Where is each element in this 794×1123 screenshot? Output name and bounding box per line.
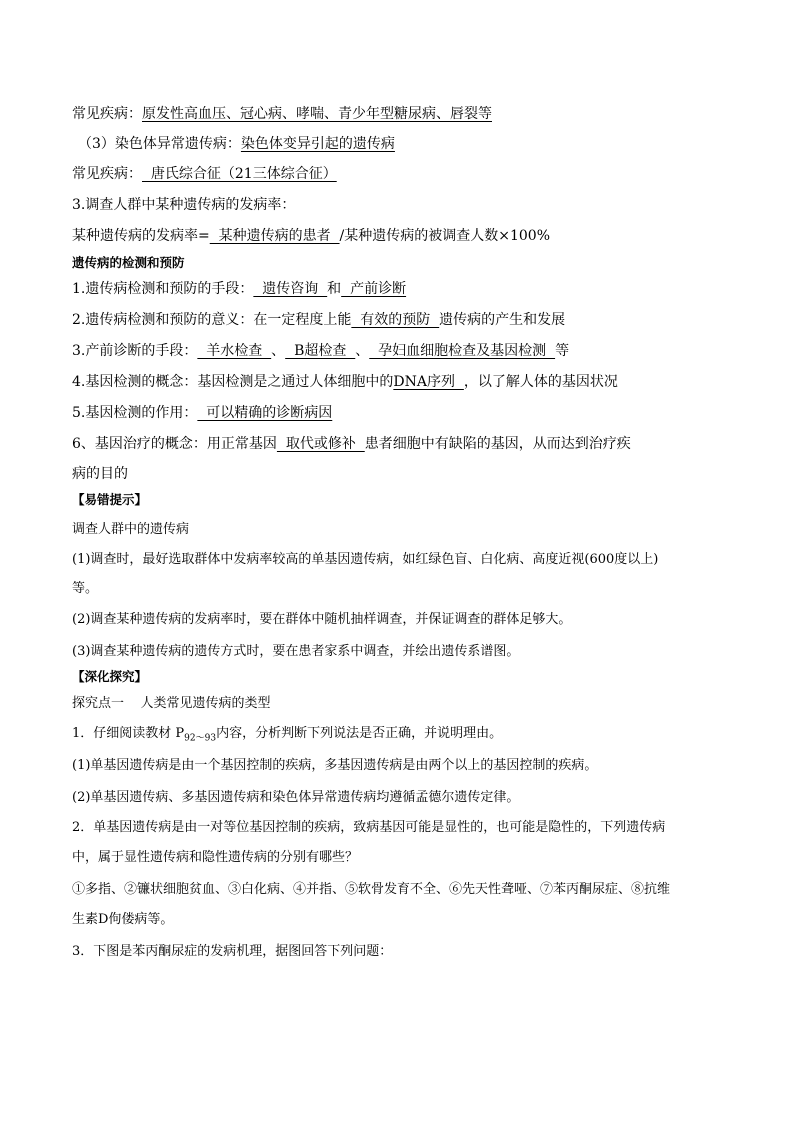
answer-blank: 取代或修补 xyxy=(276,436,365,452)
pitfall-item-3: (3)调查某种遗传病的遗传方式时，要在患者家系中调查，并绘出遗传系谱图。 xyxy=(72,644,520,659)
answer-blank: 可以精确的诊断病因 xyxy=(197,405,333,421)
pitfall-topic: 调查人群中的遗传病 xyxy=(72,522,190,537)
inquiry-point-1: 探究点一 人类常见遗传病的类型 xyxy=(72,696,271,711)
answer-blank: 产前诊断 xyxy=(341,281,407,297)
question-1-statement-1: (1)单基因遗传病是由一个基因控制的疾病，多基因遗传病是由两个以上的基因控制的疾病。 xyxy=(72,758,598,773)
answer-blank: 孕妇血细胞检查及基因检测 xyxy=(369,343,556,359)
pitfall-item-1-cont: 等。 xyxy=(72,581,99,596)
survey-incidence-heading: 3.调查人群中某种遗传病的发病率： xyxy=(72,197,296,213)
chromosome-disorder-line: （3）染色体异常遗传病：染色体变异引起的遗传病 xyxy=(78,136,395,152)
answer-blank: 原发性高血压、冠心病、哮喘、青少年型糖尿病、唇裂等 xyxy=(142,106,492,122)
section-title-deep-inquiry: 【深化探究】 xyxy=(72,669,148,684)
question-1-statement-2: (2)单基因遗传病、多基因遗传病和染色体异常遗传病均遵循孟德尔遗传定律。 xyxy=(72,790,520,805)
gene-therapy-concept-cont: 病的目的 xyxy=(72,466,128,482)
pitfall-item-2: (2)调查某种遗传病的发病率时，要在群体中随机抽样调查，并保证调查的群体足够大。 xyxy=(72,612,572,627)
gene-therapy-concept: 6、基因治疗的概念：用正常基因 取代或修补 患者细胞中有缺陷的基因，从而达到治疗疾 xyxy=(72,436,631,452)
prenatal-diagnosis-means: 3.产前诊断的手段： 羊水检查 、 B超检查 、 孕妇血细胞检查及基因检测 等 xyxy=(72,343,570,359)
gene-testing-function: 5.基因检测的作用： 可以精确的诊断病因 xyxy=(72,405,333,421)
common-diseases-chromosome: 常见疾病： 唐氏综合征（21三体综合征） xyxy=(72,166,337,182)
answer-blank: 染色体变异引起的遗传病 xyxy=(240,136,395,152)
gene-testing-concept: 4.基因检测的概念：基因检测是之通过人体细胞中的DNA序列 ，以了解人体的基因状况 xyxy=(72,374,618,390)
answer-blank: B超检查 xyxy=(285,343,356,359)
question-1: 1．仔细阅读教材 $P_{92\sim 93}$内容，分析判断下列说法是否正确，并说明理由。 xyxy=(72,726,503,744)
answer-blank: DNA序列 xyxy=(393,374,464,390)
question-2-disease-list-cont: 生素D佝偻病等。 xyxy=(72,912,174,927)
section-title-detection: 遗传病的检测和预防 xyxy=(72,255,185,270)
question-2: 2．单基因遗传病是由一对等位基因控制的疾病，致病基因可能是显性的，也可能是隐性的，下列遗传病 xyxy=(72,820,666,835)
question-3: 3．下图是苯丙酮尿症的发病机理，据图回答下列问题： xyxy=(72,944,393,959)
answer-blank: 遗传咨询 xyxy=(253,281,328,297)
pitfall-item-1: (1)调查时，最好选取群体中发病率较高的单基因遗传病，如红绿色盲、白化病、高度近视(600度以上) xyxy=(72,552,659,567)
answer-blank: 有效的预防 xyxy=(351,312,440,328)
incidence-formula: 某种遗传病的发病率= 某种遗传病的患者 /某种遗传病的被调查人数×100% xyxy=(72,228,551,244)
common-diseases-multigene: 常见疾病：原发性高血压、冠心病、哮喘、青少年型糖尿病、唇裂等 xyxy=(72,106,492,122)
question-2-disease-list: ①多指、②镰状细胞贫血、③白化病、④并指、⑤软骨发育不全、⑥先天性聋哑、⑦苯丙酮尿症、⑧抗维 xyxy=(72,882,671,897)
answer-blank: 某种遗传病的患者 xyxy=(209,228,340,244)
detection-significance: 2.遗传病检测和预防的意义：在一定程度上能 有效的预防 遗传病的产生和发展 xyxy=(72,312,566,328)
detection-means: 1.遗传病检测和预防的手段： 遗传咨询 和 产前诊断 xyxy=(72,281,407,297)
section-title-pitfalls: 【易错提示】 xyxy=(72,492,148,507)
answer-blank: 羊水检查 xyxy=(197,343,272,359)
question-2-cont: 中，属于显性遗传病和隐性遗传病的分别有哪些？ xyxy=(72,850,359,865)
answer-blank: 唐氏综合征（21三体综合征） xyxy=(142,166,337,182)
